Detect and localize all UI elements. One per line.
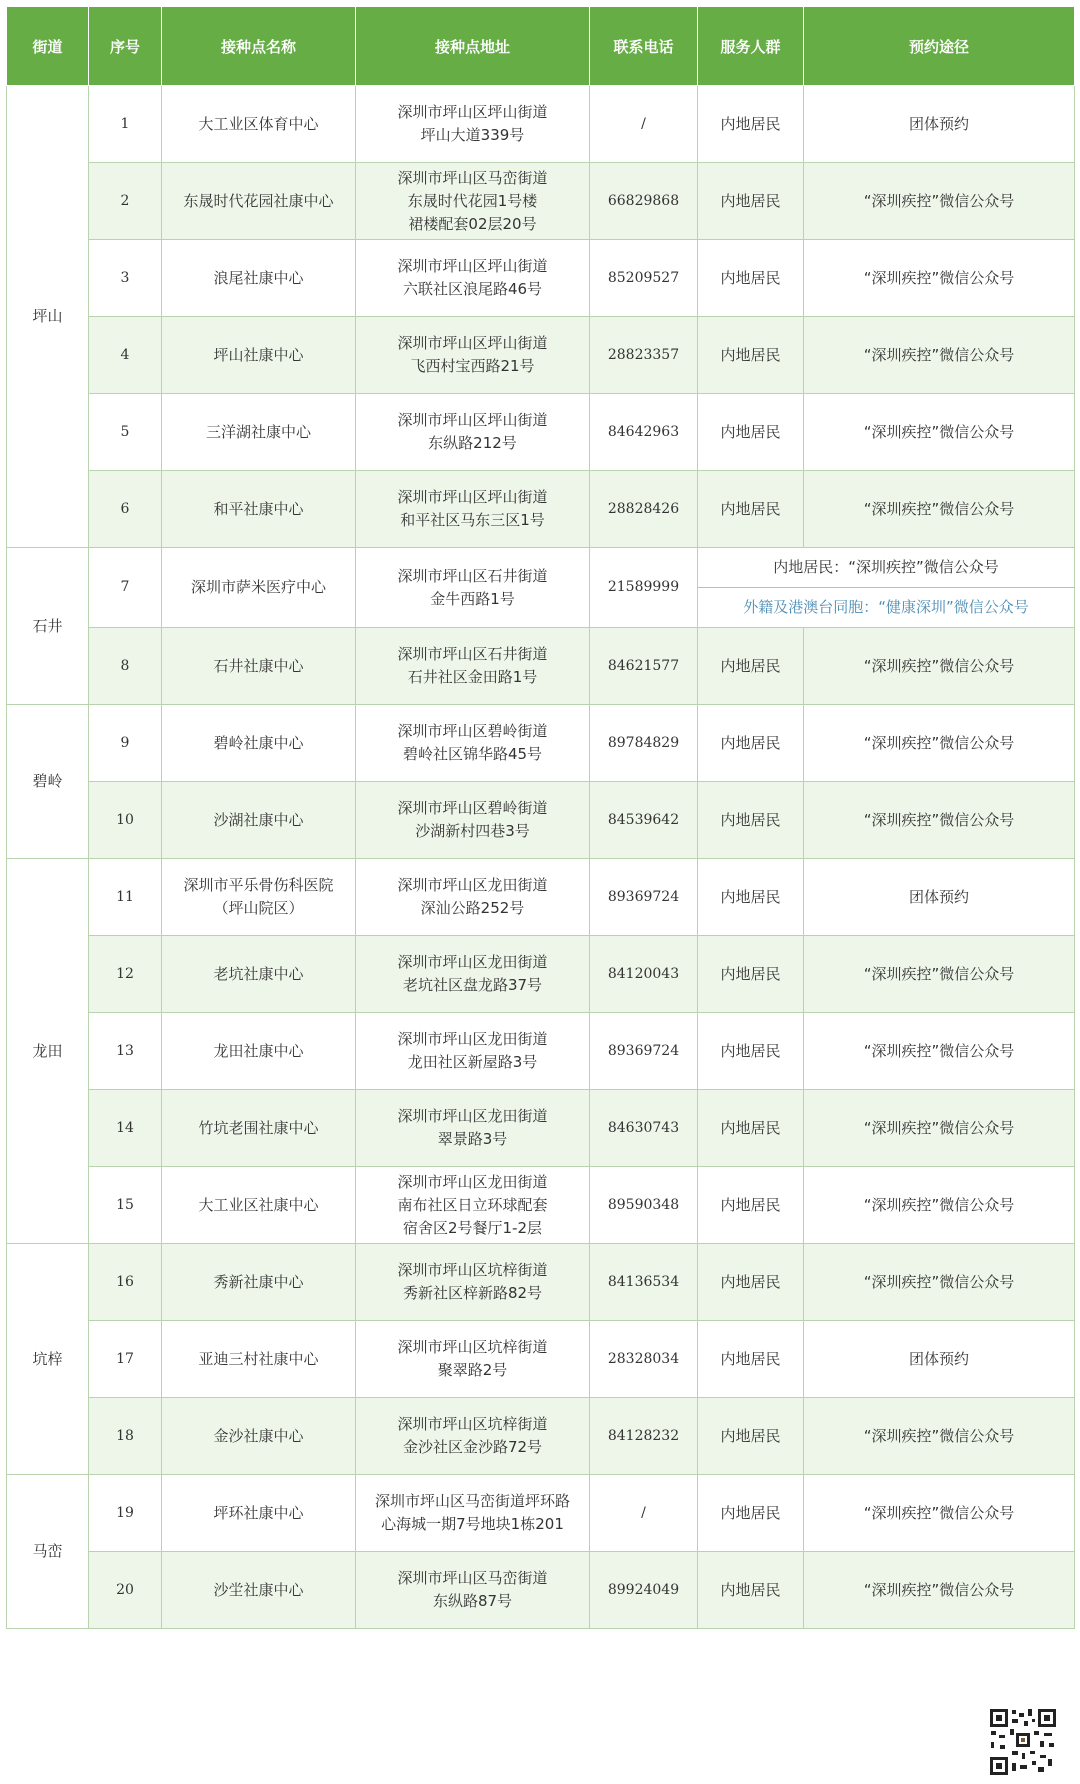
- site-phone: 85209527: [590, 240, 698, 317]
- site-address: 深圳市坪山区石井街道 石井社区金田路1号: [356, 628, 590, 705]
- booking-channel: “深圳疾控”微信公众号: [804, 163, 1075, 240]
- site-address: 深圳市坪山区石井街道 金牛西路1号: [356, 548, 590, 628]
- district-cell: 坑梓: [7, 1244, 89, 1475]
- site-phone: 28328034: [590, 1321, 698, 1398]
- table-row: [7, 163, 1075, 240]
- site-name: 大工业区社康中心: [162, 1167, 356, 1244]
- site-phone: 89369724: [590, 859, 698, 936]
- site-name: 和平社康中心: [162, 471, 356, 548]
- booking-channel: “深圳疾控”微信公众号: [804, 1475, 1075, 1552]
- site-address: 深圳市坪山区龙田街道 翠景路3号: [356, 1090, 590, 1167]
- qr-code-icon: [988, 1707, 1058, 1777]
- row-number: 4: [89, 317, 162, 394]
- district-cell: 坪山: [7, 86, 89, 548]
- site-phone: 84630743: [590, 1090, 698, 1167]
- row-number: 20: [89, 1552, 162, 1629]
- row-number: 16: [89, 1244, 162, 1321]
- site-address: 深圳市坪山区马峦街道 东晟时代花园1号楼 裙楼配套02层20号: [356, 163, 590, 240]
- table-row: [7, 86, 1075, 163]
- row-number: 5: [89, 394, 162, 471]
- row-number: 6: [89, 471, 162, 548]
- site-address: 深圳市坪山区碧岭街道 沙湖新村四巷3号: [356, 782, 590, 859]
- site-phone: 84128232: [590, 1398, 698, 1475]
- row-number: 11: [89, 859, 162, 936]
- site-address: 深圳市坪山区坑梓街道 金沙社区金沙路72号: [356, 1398, 590, 1475]
- table-row: [7, 471, 1075, 548]
- table-row: [7, 240, 1075, 317]
- header-district: 街道: [7, 7, 89, 86]
- header-number: 序号: [89, 7, 162, 86]
- site-phone: 89924049: [590, 1552, 698, 1629]
- row-number: 3: [89, 240, 162, 317]
- header-service-group: 服务人群: [698, 7, 804, 86]
- row-number: 13: [89, 1013, 162, 1090]
- service-group: 内地居民: [698, 1013, 804, 1090]
- table-row: [7, 1167, 1075, 1244]
- table-row: [7, 394, 1075, 471]
- service-group: 内地居民: [698, 782, 804, 859]
- booking-channel: “深圳疾控”微信公众号: [804, 471, 1075, 548]
- site-address: 深圳市坪山区坑梓街道 聚翠路2号: [356, 1321, 590, 1398]
- row-number: 7: [89, 548, 162, 628]
- service-group: 内地居民: [698, 1321, 804, 1398]
- site-address: 深圳市坪山区坪山街道 飞西村宝西路21号: [356, 317, 590, 394]
- table-row: [7, 628, 1075, 705]
- table-row: [7, 705, 1075, 782]
- table-row: [7, 859, 1075, 936]
- booking-channel: “深圳疾控”微信公众号: [804, 1167, 1075, 1244]
- row-number: 19: [89, 1475, 162, 1552]
- table-body: [7, 86, 1075, 1629]
- row-number: 15: [89, 1167, 162, 1244]
- site-name: 秀新社康中心: [162, 1244, 356, 1321]
- booking-channel: “深圳疾控”微信公众号: [804, 705, 1075, 782]
- service-group: 内地居民: [698, 1167, 804, 1244]
- booking-channel: “深圳疾控”微信公众号: [804, 936, 1075, 1013]
- booking-channel: “深圳疾控”微信公众号: [804, 1090, 1075, 1167]
- site-address: 深圳市坪山区龙田街道 南布社区日立环球配套 宿舍区2号餐厅1-2层: [356, 1167, 590, 1244]
- site-name: 东晟时代花园社康中心: [162, 163, 356, 240]
- service-group: 内地居民: [698, 394, 804, 471]
- site-phone: 84621577: [590, 628, 698, 705]
- service-group: 内地居民: [698, 317, 804, 394]
- site-name: 沙湖社康中心: [162, 782, 356, 859]
- site-address: 深圳市坪山区龙田街道 老坑社区盘龙路37号: [356, 936, 590, 1013]
- booking-channel: “深圳疾控”微信公众号: [804, 1244, 1075, 1321]
- service-group: 内地居民: [698, 628, 804, 705]
- site-name: 碧岭社康中心: [162, 705, 356, 782]
- site-name: 老坑社康中心: [162, 936, 356, 1013]
- booking-channel: “深圳疾控”微信公众号: [804, 240, 1075, 317]
- booking-channel: 团体预约: [804, 859, 1075, 936]
- service-group: 内地居民: [698, 86, 804, 163]
- site-name: 沙坣社康中心: [162, 1552, 356, 1629]
- booking-channel: “深圳疾控”微信公众号: [804, 782, 1075, 859]
- table-row: [7, 1013, 1075, 1090]
- table-row: [7, 1244, 1075, 1321]
- site-name: 亚迪三村社康中心: [162, 1321, 356, 1398]
- service-group: 内地居民: [698, 1552, 804, 1629]
- site-phone: 21589999: [590, 548, 698, 628]
- site-address: 深圳市坪山区碧岭街道 碧岭社区锦华路45号: [356, 705, 590, 782]
- site-name: 深圳市萨米医疗中心: [162, 548, 356, 628]
- site-name: 金沙社康中心: [162, 1398, 356, 1475]
- service-group: 内地居民: [698, 471, 804, 548]
- site-name: 大工业区体育中心: [162, 86, 356, 163]
- site-name: 坪山社康中心: [162, 317, 356, 394]
- row-number: 17: [89, 1321, 162, 1398]
- service-group: 内地居民: [698, 859, 804, 936]
- district-cell: 龙田: [7, 859, 89, 1244]
- district-cell: 石井: [7, 548, 89, 705]
- booking-channel: “深圳疾控”微信公众号: [804, 394, 1075, 471]
- site-address: 深圳市坪山区坪山街道 和平社区马东三区1号: [356, 471, 590, 548]
- site-address: 深圳市坪山区坪山街道 坪山大道339号: [356, 86, 590, 163]
- booking-note-mainland: 内地居民：“深圳疾控”微信公众号: [698, 548, 1075, 588]
- table-row: [7, 1552, 1075, 1629]
- site-address: 深圳市坪山区马峦街道 东纵路87号: [356, 1552, 590, 1629]
- booking-channel: 团体预约: [804, 1321, 1075, 1398]
- site-name: 竹坑老围社康中心: [162, 1090, 356, 1167]
- row-number: 12: [89, 936, 162, 1013]
- row-number: 8: [89, 628, 162, 705]
- site-phone: 84539642: [590, 782, 698, 859]
- booking-channel: “深圳疾控”微信公众号: [804, 1398, 1075, 1475]
- district-cell: 马峦: [7, 1475, 89, 1629]
- site-phone: 84642963: [590, 394, 698, 471]
- service-group: 内地居民: [698, 1475, 804, 1552]
- row-number: 1: [89, 86, 162, 163]
- header-booking-channel: 预约途径: [804, 7, 1075, 86]
- site-name: 石井社康中心: [162, 628, 356, 705]
- row-number: 14: [89, 1090, 162, 1167]
- service-group: 内地居民: [698, 163, 804, 240]
- header-address: 接种点地址: [356, 7, 590, 86]
- table-row: [7, 782, 1075, 859]
- site-phone: 89784829: [590, 705, 698, 782]
- booking-channel: 团体预约: [804, 86, 1075, 163]
- site-address: 深圳市坪山区龙田街道 龙田社区新屋路3号: [356, 1013, 590, 1090]
- site-phone: 84136534: [590, 1244, 698, 1321]
- site-address: 深圳市坪山区坑梓街道 秀新社区梓新路82号: [356, 1244, 590, 1321]
- site-name: 坪环社康中心: [162, 1475, 356, 1552]
- district-cell: 碧岭: [7, 705, 89, 859]
- table-row: [7, 1321, 1075, 1398]
- row-number: 9: [89, 705, 162, 782]
- service-group: 内地居民: [698, 705, 804, 782]
- booking-channel: “深圳疾控”微信公众号: [804, 1013, 1075, 1090]
- site-phone: 28828426: [590, 471, 698, 548]
- table-row: [7, 1475, 1075, 1552]
- site-name: 深圳市平乐骨伤科医院 （坪山院区）: [162, 859, 356, 936]
- site-name: 龙田社康中心: [162, 1013, 356, 1090]
- table-row: [7, 1398, 1075, 1475]
- row-number: 10: [89, 782, 162, 859]
- site-address: 深圳市坪山区坪山街道 六联社区浪尾路46号: [356, 240, 590, 317]
- row-number: 18: [89, 1398, 162, 1475]
- site-name: 三洋湖社康中心: [162, 394, 356, 471]
- site-address: 深圳市坪山区马峦街道坪环路 心海城一期7号地块1栋201: [356, 1475, 590, 1552]
- header-phone: 联系电话: [590, 7, 698, 86]
- booking-channel: “深圳疾控”微信公众号: [804, 317, 1075, 394]
- site-phone: 84120043: [590, 936, 698, 1013]
- site-phone: 89590348: [590, 1167, 698, 1244]
- table-row: [7, 1090, 1075, 1167]
- table-row: [7, 936, 1075, 1013]
- booking-note-foreign: 外籍及港澳台同胞：“健康深圳”微信公众号: [698, 588, 1075, 628]
- site-phone: /: [590, 86, 698, 163]
- site-phone: 28823357: [590, 317, 698, 394]
- service-group: 内地居民: [698, 1090, 804, 1167]
- service-group: 内地居民: [698, 1398, 804, 1475]
- site-phone: /: [590, 1475, 698, 1552]
- vaccination-sites-table: [6, 6, 1075, 1629]
- site-phone: 89369724: [590, 1013, 698, 1090]
- service-group: 内地居民: [698, 240, 804, 317]
- booking-channel: “深圳疾控”微信公众号: [804, 1552, 1075, 1629]
- table-row: [7, 317, 1075, 394]
- service-group: 内地居民: [698, 936, 804, 1013]
- row-number: 2: [89, 163, 162, 240]
- service-group: 内地居民: [698, 1244, 804, 1321]
- site-phone: 66829868: [590, 163, 698, 240]
- header-site-name: 接种点名称: [162, 7, 356, 86]
- site-address: 深圳市坪山区坪山街道 东纵路212号: [356, 394, 590, 471]
- table-header-row: [7, 7, 1075, 86]
- table-row: [7, 548, 1075, 588]
- site-name: 浪尾社康中心: [162, 240, 356, 317]
- booking-channel: “深圳疾控”微信公众号: [804, 628, 1075, 705]
- site-address: 深圳市坪山区龙田街道 深汕公路252号: [356, 859, 590, 936]
